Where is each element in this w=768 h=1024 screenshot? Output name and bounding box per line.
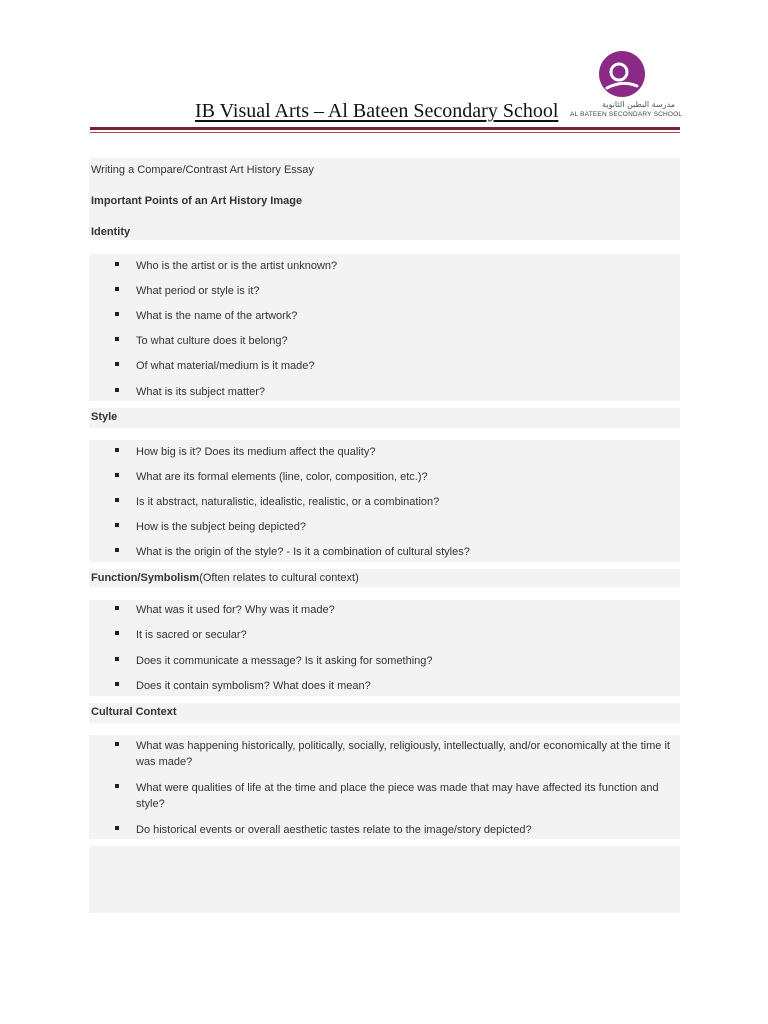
bullet-icon [115, 473, 119, 477]
section-title-context: Cultural Context [91, 706, 177, 718]
identity-list [89, 254, 680, 401]
list-item: How big is it? Does its medium affect the quality? [136, 444, 676, 460]
list-item: What was happening historically, politically, socially, religiously, intellectually, and/or economically at the time it was made? [136, 738, 676, 770]
bullet-icon [115, 362, 119, 366]
bullet-icon [115, 523, 119, 527]
section-title-identity: Identity [91, 226, 131, 238]
bullet-icon [115, 448, 119, 452]
doc-subheading: Important Points of an Art History Image [91, 195, 303, 207]
logo-english-text: AL BATEEN SECONDARY SCHOOL [570, 111, 683, 118]
bullet-icon [115, 682, 119, 686]
bullet-icon [115, 826, 119, 830]
section-title-function: Function/Symbolism(Often relates to cultural context) [91, 572, 359, 584]
bullet-icon [115, 631, 119, 635]
list-item: What is the name of the artwork? [136, 308, 676, 324]
section-title-style: Style [91, 411, 118, 423]
function-title-bar [89, 569, 680, 587]
list-item: What are its formal elements (line, color, composition, etc.)? [136, 469, 676, 485]
list-item: Does it communicate a message? Is it asking for something? [136, 653, 676, 669]
bullet-icon [115, 388, 119, 392]
list-item: It is sacred or secular? [136, 627, 676, 643]
school-logo [570, 48, 683, 122]
context-title-bar [89, 703, 680, 723]
bullet-icon [115, 657, 119, 661]
function-note: (Often relates to cultural context) [199, 572, 359, 584]
intro-panel [89, 158, 680, 240]
bullet-icon [115, 312, 119, 316]
school-logo-icon [570, 48, 680, 100]
bullet-icon [115, 548, 119, 552]
bullet-icon [115, 498, 119, 502]
bullet-icon [115, 262, 119, 266]
list-item: Of what material/medium is it made? [136, 358, 676, 374]
bullet-icon [115, 337, 119, 341]
function-list [89, 600, 680, 696]
context-list [89, 735, 680, 839]
list-item: What period or style is it? [136, 283, 676, 299]
list-item: Who is the artist or is the artist unknown? [136, 258, 676, 274]
list-item: What is the origin of the style? - Is it a combination of cultural styles? [136, 544, 676, 560]
list-item: Do historical events or overall aesthetic tastes relate to the image/story depicted? [136, 822, 676, 838]
empty-panel [89, 846, 680, 913]
list-item: What were qualities of life at the time and place the piece was made that may have affected its function and style? [136, 780, 676, 812]
style-list [89, 440, 680, 562]
header-rule [90, 127, 680, 130]
list-item: Does it contain symbolism? What does it mean? [136, 678, 676, 694]
list-item: Is it abstract, naturalistic, idealistic, realistic, or a combination? [136, 494, 676, 510]
list-item: What is its subject matter? [136, 384, 676, 400]
style-title-bar [89, 408, 680, 428]
list-item: What was it used for? Why was it made? [136, 602, 676, 618]
list-item: To what culture does it belong? [136, 333, 676, 349]
bullet-icon [115, 784, 119, 788]
doc-heading: Writing a Compare/Contrast Art History Essay [91, 164, 314, 176]
page-title: IB Visual Arts – Al Bateen Secondary School [195, 100, 559, 122]
bullet-icon [115, 742, 119, 746]
header-rule-thin [90, 132, 680, 133]
bullet-icon [115, 606, 119, 610]
logo-arabic-text: مدرسة البطين الثانوية [602, 100, 675, 109]
list-item: How is the subject being depicted? [136, 519, 676, 535]
bullet-icon [115, 287, 119, 291]
